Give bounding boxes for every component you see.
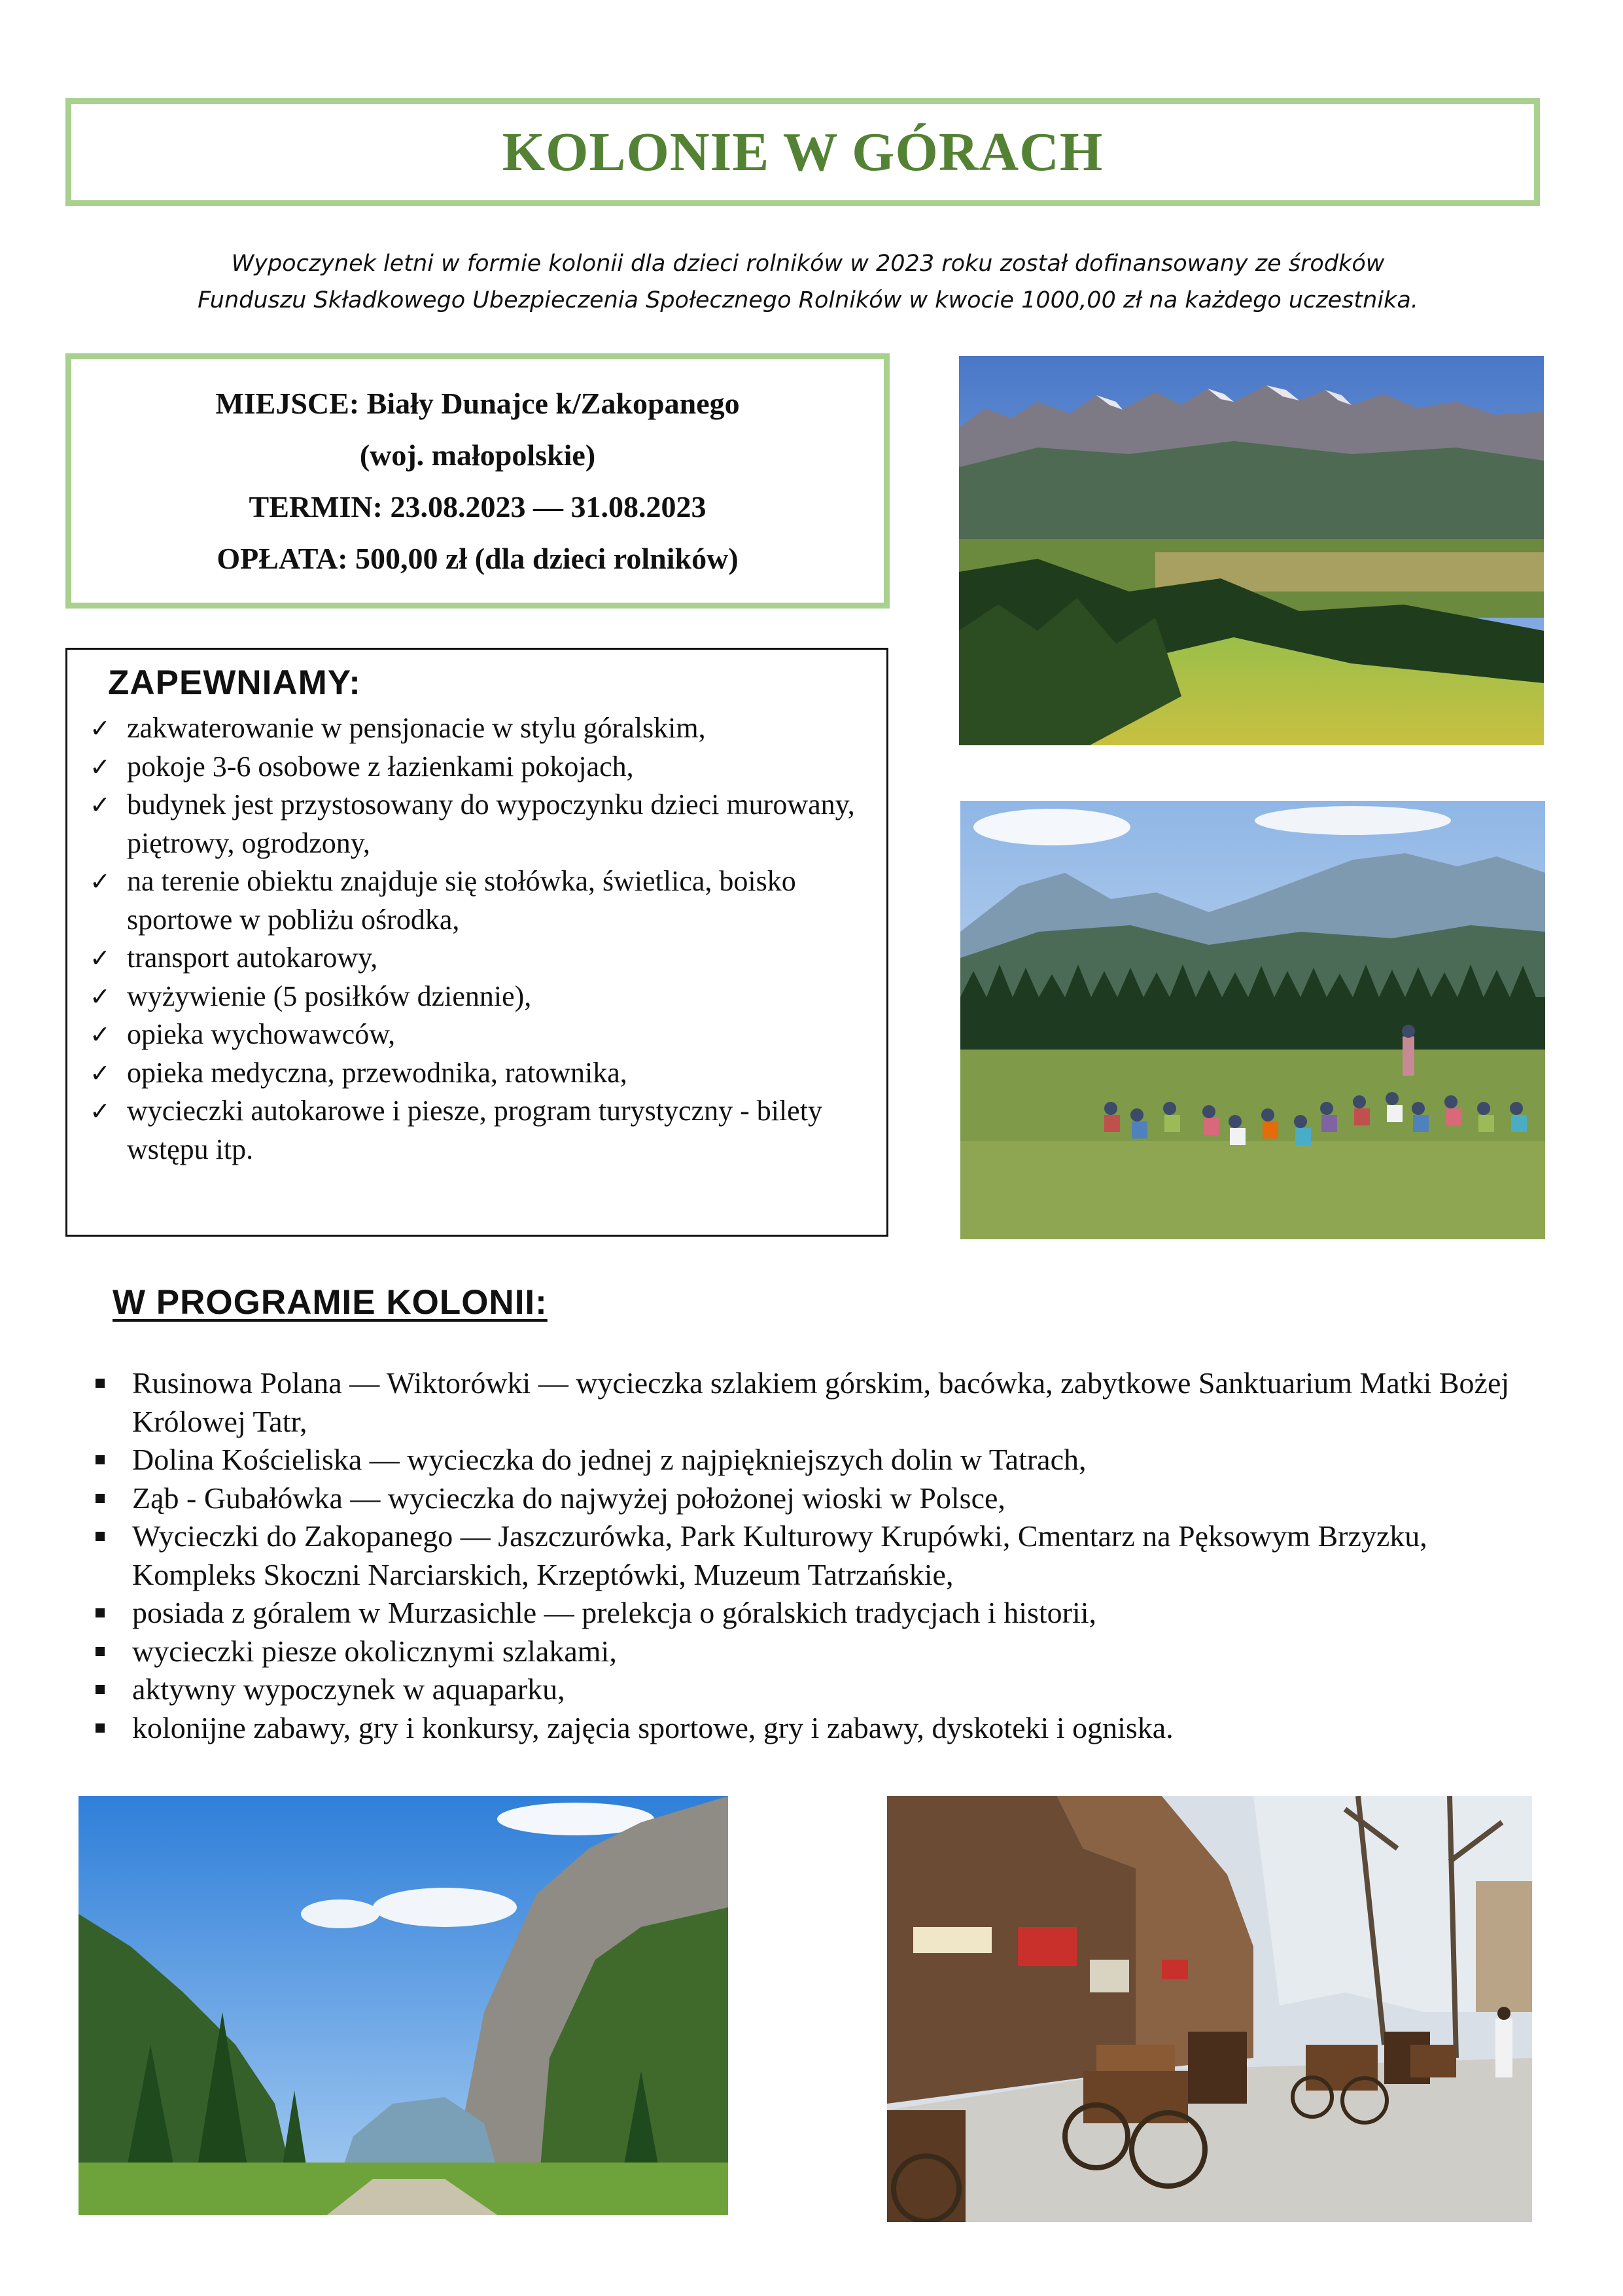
checkmark-icon: ✓ bbox=[90, 714, 111, 743]
page-title: KOLONIE W GÓRACH bbox=[502, 122, 1104, 183]
krupowki-street-photo bbox=[887, 1796, 1532, 2222]
list-item-text: transport autokarowy, bbox=[127, 942, 378, 974]
list-item bbox=[86, 1016, 873, 1054]
square-bullet-icon bbox=[96, 1494, 105, 1503]
checkmark-icon: ✓ bbox=[90, 790, 111, 819]
square-bullet-icon bbox=[96, 1647, 105, 1656]
list-item-text: wycieczki autokarowe i piesze, program turystyczny - bilety wstępu itp. bbox=[127, 1095, 822, 1165]
krupowki-street-image bbox=[887, 1796, 1532, 2222]
intro-line-2: Funduszu Składkowego Ubezpieczenia Społecznego Rolników w kwocie 1000,00 zł na każdego uczestnika. bbox=[198, 287, 1418, 313]
mountain-valley-image bbox=[79, 1796, 728, 2215]
provide-heading: ZAPEWNIAMY: bbox=[108, 663, 361, 702]
provide-box bbox=[65, 648, 888, 1237]
list-item bbox=[86, 862, 873, 939]
program-heading: W PROGRAMIE KOLONII: bbox=[113, 1283, 548, 1322]
list-item bbox=[86, 748, 873, 786]
list-item-text: budynek jest przystosowany do wypoczynku dzieci murowany, piętrowy, ogrodzony, bbox=[127, 788, 855, 859]
list-item bbox=[92, 1709, 1531, 1748]
list-item bbox=[92, 1479, 1531, 1518]
list-item-text: aktywny wypoczynek w aquaparku, bbox=[132, 1672, 565, 1706]
checkmark-icon: ✓ bbox=[90, 944, 111, 972]
list-item-text: na terenie obiektu znajduje się stołówka, świetlica, boisko sportowe w pobliżu ośrodka, bbox=[127, 865, 796, 936]
list-item bbox=[86, 709, 873, 748]
list-item-text: Ząb - Gubałówka — wycieczka do najwyżej położonej wioski w Polsce, bbox=[132, 1481, 1005, 1515]
list-item-text: zakwaterowanie w pensjonacie w stylu góralskim, bbox=[127, 712, 706, 744]
checkmark-icon: ✓ bbox=[90, 1058, 111, 1087]
list-item-text: opieka wychowawców, bbox=[127, 1018, 396, 1050]
list-item-text: pokoje 3-6 osobowe z łazienkami pokojach, bbox=[127, 750, 634, 783]
list-item-text: posiada z góralem w Murzasichle — prelekcja o góralskich tradycjach i historii, bbox=[132, 1596, 1097, 1629]
list-item-text: Dolina Kościeliska — wycieczka do jednej z najpiękniejszych dolin w Tatrach, bbox=[132, 1443, 1087, 1476]
info-place: MIEJSCE: Biały Dunajce k/Zakopanego bbox=[215, 387, 740, 420]
list-item bbox=[92, 1633, 1531, 1671]
square-bullet-icon bbox=[96, 1532, 105, 1541]
info-region: (woj. małopolskie) bbox=[359, 438, 596, 472]
list-item-text: wycieczki piesze okolicznymi szlakami, bbox=[132, 1634, 617, 1668]
checkmark-icon: ✓ bbox=[90, 1020, 111, 1049]
list-item bbox=[86, 978, 873, 1016]
list-item bbox=[92, 1441, 1531, 1479]
program-list bbox=[92, 1364, 1531, 1747]
list-item bbox=[86, 939, 873, 978]
list-item bbox=[86, 786, 873, 862]
intro-line-1: Wypoczynek letni w formie kolonii dla dzieci rolników w 2023 roku został dofinansowany ze środków bbox=[231, 251, 1385, 277]
mountain-valley-photo bbox=[79, 1796, 728, 2215]
checkmark-icon: ✓ bbox=[90, 1097, 111, 1125]
tatra-panorama-photo bbox=[959, 356, 1544, 745]
list-item-text: wyżywienie (5 posiłków dziennie), bbox=[127, 980, 532, 1012]
list-item-text: Rusinowa Polana — Wiktorówki — wycieczka szlakiem górskim, bacówka, zabytkowe Sanktuarium Matki Bożej Królowej Tatr, bbox=[132, 1366, 1510, 1438]
square-bullet-icon bbox=[96, 1723, 105, 1733]
tatra-panorama-image bbox=[959, 356, 1544, 745]
square-bullet-icon bbox=[96, 1608, 105, 1617]
list-item bbox=[86, 1092, 873, 1169]
square-bullet-icon bbox=[96, 1685, 105, 1694]
list-item bbox=[92, 1594, 1531, 1633]
checkmark-icon: ✓ bbox=[90, 981, 111, 1011]
square-bullet-icon bbox=[96, 1379, 105, 1388]
info-term: TERMIN: 23.08.2023 — 31.08.2023 bbox=[249, 490, 707, 523]
list-item bbox=[92, 1517, 1531, 1594]
provide-list bbox=[86, 709, 873, 1169]
info-box bbox=[65, 353, 890, 609]
title-box bbox=[65, 98, 1540, 206]
list-item bbox=[92, 1364, 1531, 1441]
intro-text bbox=[98, 245, 1518, 319]
meadow-group-photo bbox=[960, 801, 1545, 1239]
list-item-text: Wycieczki do Zakopanego — Jaszczurówka, Park Kulturowy Krupówki, Cmentarz na Pęksowym Brzyzku, Kompleks Skoczni Narciarskich, Krzeptówki, Muzeum Tatrzańskie, bbox=[132, 1519, 1427, 1591]
checkmark-icon: ✓ bbox=[90, 752, 111, 781]
list-item-text: kolonijne zabawy, gry i konkursy, zajęcia sportowe, gry i zabawy, dyskoteki i ogniska. bbox=[132, 1710, 1174, 1744]
meadow-group-image bbox=[960, 801, 1545, 1239]
list-item bbox=[86, 1054, 873, 1093]
list-item-text: opieka medyczna, przewodnika, ratownika, bbox=[127, 1056, 627, 1089]
list-item bbox=[92, 1670, 1531, 1709]
checkmark-icon: ✓ bbox=[90, 867, 111, 896]
square-bullet-icon bbox=[96, 1455, 105, 1464]
info-fee: OPŁATA: 500,00 zł (dla dzieci rolników) bbox=[217, 542, 739, 575]
